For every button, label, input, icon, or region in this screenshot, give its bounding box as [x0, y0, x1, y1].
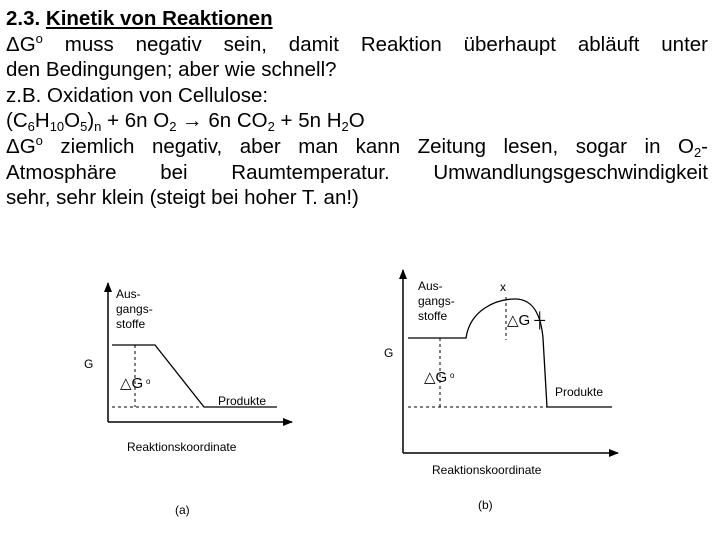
diagram-a-start-label-1: Aus-	[116, 287, 141, 301]
paragraph-line-2: den Bedingungen; aber wie schnell?	[6, 58, 337, 82]
diagram-b-activation-label: △G ┼	[507, 312, 545, 329]
standard-superscript: o	[35, 132, 43, 148]
diagram-b-delta-sup: o	[450, 371, 455, 380]
diagram-b-x-label: Reaktionskoordinate	[432, 463, 542, 477]
diagram-b-products-label: Produkte	[555, 385, 604, 399]
eq-sub: 10	[49, 119, 65, 135]
diagram-a-products-label: Produkte	[218, 394, 267, 408]
eq-part: O	[64, 109, 81, 133]
eq-part: 6n CO	[208, 109, 268, 133]
diagram-b-y-label: G	[384, 346, 394, 360]
line-5-text: ziemlich negativ, aber man kann Zeitung lesen, sogar in O	[42, 134, 694, 158]
eq-part: )	[87, 109, 95, 133]
eq-part: + 6n O	[101, 109, 170, 133]
oxygen-subscript: 2	[693, 144, 702, 160]
eq-sub: 2	[341, 119, 349, 135]
paragraph-line-6: Atmosphäre bei Raumtemperatur. Umwandlungsgeschwindigkeit	[6, 160, 708, 184]
diagram-a-caption: (a)	[175, 503, 190, 517]
diagram-b-start-label-3: stoffe	[418, 309, 448, 323]
arrow-right-icon: →	[176, 109, 209, 133]
diagram-b-start-label-1: Aus-	[418, 279, 443, 293]
eq-part: O	[348, 109, 365, 133]
diagram-a-x-label: Reaktionskoordinate	[127, 440, 237, 454]
diagram-b-transition-marker: x	[500, 280, 506, 294]
eq-part: H	[34, 109, 50, 133]
eq-sub: 6	[27, 119, 35, 135]
section-heading: Kinetik von Reaktionen	[45, 7, 273, 30]
diagram-a-start-label-2: gangs-	[116, 302, 153, 316]
eq-sub: 5	[80, 119, 88, 135]
paragraph-line-3: z.B. Oxidation von Cellulose:	[6, 83, 269, 107]
eq-part: (C	[6, 109, 28, 133]
paragraph-line-7: sehr, sehr klein (steigt bei hoher T. an!)	[6, 186, 359, 210]
diagram-a-delta-sup: o	[146, 377, 151, 386]
eq-sub: n	[94, 119, 102, 135]
eq-sub: 2	[169, 119, 177, 135]
standard-superscript: o	[35, 30, 43, 46]
diagram-a-y-label: G	[84, 357, 94, 371]
diagram-a-delta-label: △G	[120, 375, 144, 392]
eq-part: + 5n H	[274, 109, 342, 133]
diagram-b-caption: (b)	[478, 498, 493, 512]
delta-g-symbol: ΔG	[6, 32, 36, 56]
diagram-b	[384, 270, 618, 512]
line-5-hyphen: -	[701, 134, 708, 158]
diagram-b-delta-label: △G	[424, 369, 448, 386]
diagram-a	[84, 283, 292, 517]
diagram-b-start-label-2: gangs-	[418, 294, 455, 308]
delta-g-symbol: ΔG	[6, 134, 36, 158]
diagram-a-start-label-3: stoffe	[116, 317, 146, 331]
section-number: 2.3.	[6, 7, 41, 30]
line-1-text: muss negativ sein, damit Reaktion überhaupt abläuft unter	[42, 32, 708, 56]
eq-sub: 2	[267, 119, 275, 135]
